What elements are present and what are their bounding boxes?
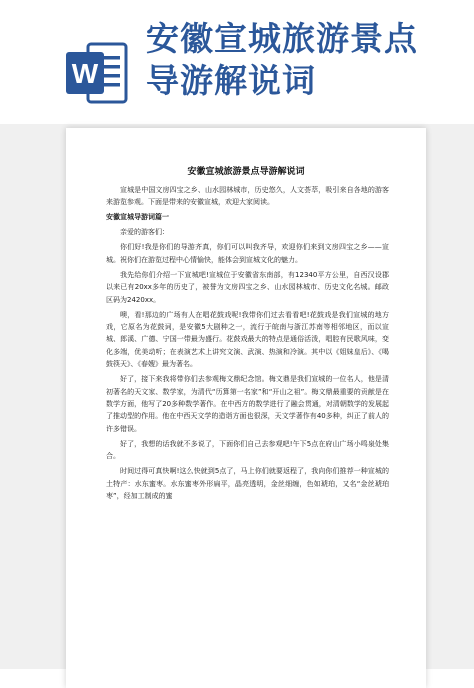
word-document-icon <box>64 40 130 106</box>
paragraph-city-intro: 我先给你们介绍一下宣城吧!宣城位于安徽省东南部，有12340平方公里，自西汉设郡以来已有20xx多年的历史了，被誉为文房四宝之乡、山水园林城市、历史文化名城。邮政区码为2420xx。 <box>106 270 389 304</box>
header-banner <box>0 0 474 124</box>
word-icon-letter: W <box>71 58 99 89</box>
header-title-line-1: 安徽宣城旅游景点 <box>146 19 418 58</box>
document-page <box>66 128 426 688</box>
paragraph-specialty: 时间过得可真快啊!这么快就到5点了，马上你们就要返程了，我向你们推荐一种宣城的土特产：水东蜜枣。水东蜜枣外形扁平，晶亮透明，金丝细缠，色如琥珀，又名“金丝琥珀枣”，经加工制成的蜜 <box>106 467 389 501</box>
section-heading: 安徽宣城导游词篇一 <box>106 213 169 222</box>
paragraph-greeting: 亲爱的游客们： <box>120 228 169 237</box>
document-body <box>106 184 389 505</box>
header-title <box>146 18 466 102</box>
paragraph-welcome: 你们好!我是你们的导游齐真，你们可以叫我齐导，欢迎你们来到文房四宝之乡——宣城。祝你们在游览过程中心情愉快，能体会到宣城文化的魅力。 <box>106 243 389 264</box>
document-title: 安徽宣城旅游景点导游解说词 <box>187 167 305 177</box>
paragraph-intro: 宣城是中国文房四宝之乡、山水园林城市，历史悠久，人文荟萃，吸引来自各地的游客来游览参观。下面是带来的安徽宣城，欢迎大家阅读。 <box>106 186 389 207</box>
paragraph-mei-wending: 好了，接下来我将带你们去参观梅文鼎纪念馆。梅文鼎是我们宣城的一位名人，他是清初著名的天文家、数学家，为清代“历算第一名家”和“开山之祖”。梅文鼎最重要的贡献是在数学方面，他写了20多种数学著作。在中西方的数学进行了融会贯通，对清朝数学的发展起了推动型的作用。他在中西天文学的造诣方面也很深，天文学著作有40多种，纠正了前人的许多错误。 <box>106 375 389 433</box>
paragraph-huagu-opera: 噢，看!那边的广场有人在唱花鼓戏呢!我带你们过去看看吧!花鼓戏是我们宣城的地方戏，它原名为花鼓词，是安徽5大剧种之一，流行于皖南与浙江苏南等相邻地区，而以宣城、郎溪、广德、宁国一带最为盛行。花鼓戏最大的特点是通俗活泼，唱腔有民歌风味，变化多端，优美动听；在表演艺术上讲究文演、武演、热演和冷演。其中以《姐妹皇后》、《喝鼓筷天》、《春嫂》最为著名。 <box>106 310 389 369</box>
paragraph-free-tour: 好了，我想的话我就不多说了，下面你们自己去参观吧!午下5点在府山广场小鸣泉处集合。 <box>106 439 389 461</box>
header-title-line-2: 导游解说词 <box>146 61 316 100</box>
